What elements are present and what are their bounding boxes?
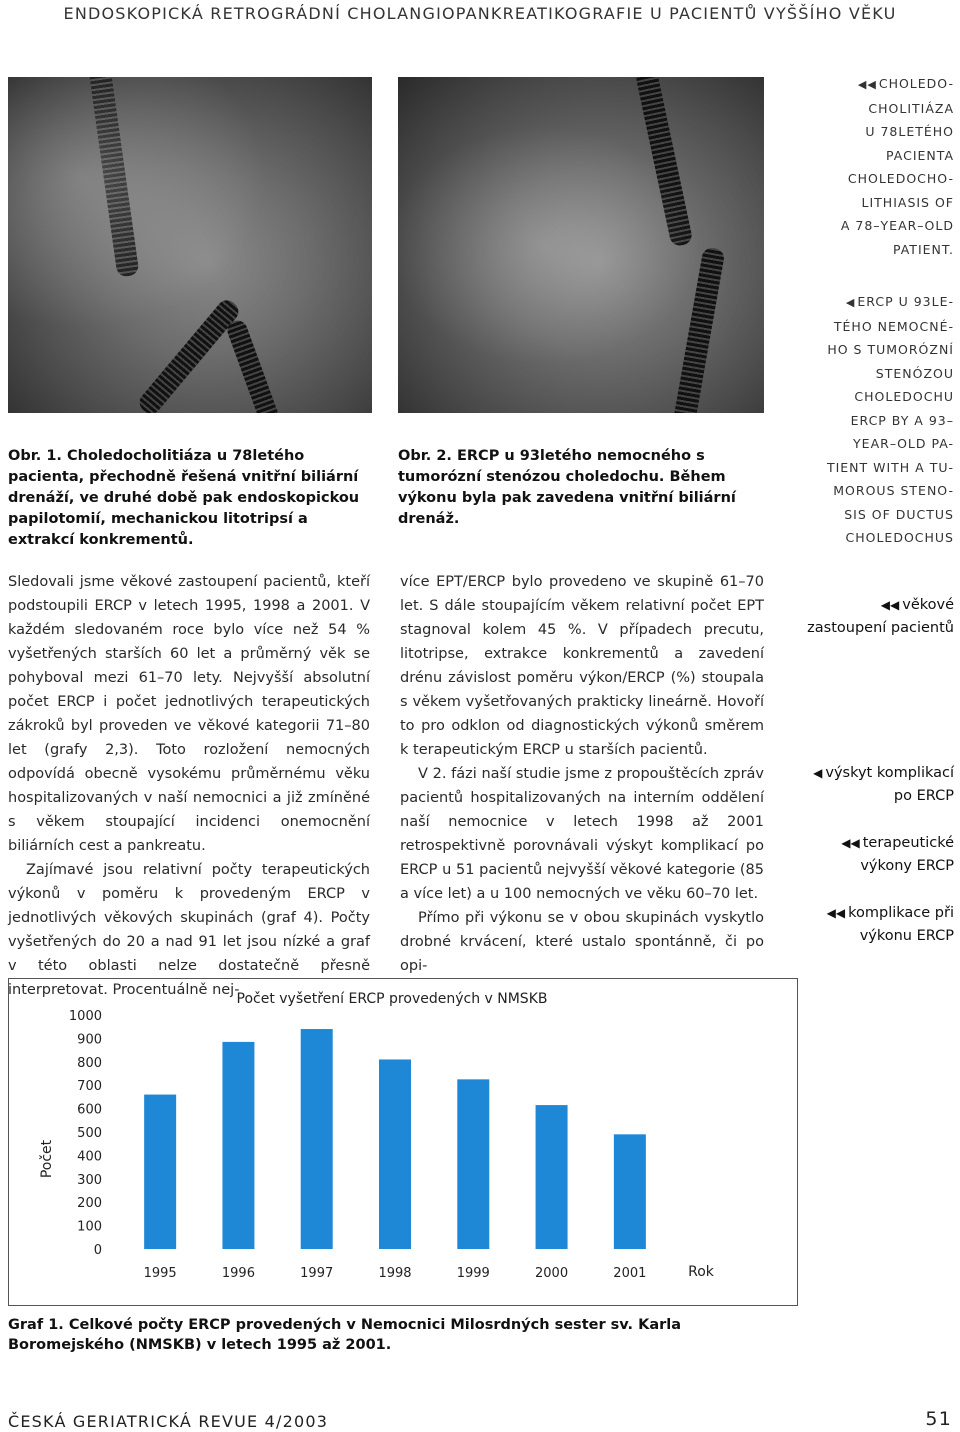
bar-2000	[536, 1105, 568, 1249]
keyword-3: ◀◀ terapeutické výkony ERCP	[841, 835, 954, 874]
figure1-caption: Obr. 1. Choledocholitiáza u 78letého pacienta, přechodně řešená vnitřní biliární drenáží, ve druhé době pak endoskopickou papilotomií, mechanickou litotripsí a extrakcí konkrementů.	[8, 448, 360, 548]
y-tick-label: 200	[77, 1196, 102, 1212]
running-header: ENDOSKOPICKÁ RETROGRÁDNÍ CHOLANGIOPANKREATIKOGRAFIE U PACIENTŮ VYŠŠÍHO VĚKU	[63, 4, 897, 23]
x-tick-label: 1996	[221, 1266, 255, 1281]
footer-page-number: 51	[925, 1408, 952, 1430]
y-tick-label: 300	[77, 1172, 102, 1188]
double-arrow-left-icon: ◀◀	[841, 836, 860, 850]
x-axis-label: Rok	[688, 1264, 714, 1280]
keyword-4: ◀◀ komplikace při výkonu ERCP	[826, 905, 954, 944]
paragraph: Přímo při výkonu se v obou skupinách vyskytlo drobné krvácení, které ustalo spontánně, či po opi-	[400, 910, 764, 974]
paragraph: V 2. fázi naší studie jsme z propouštěcích zpráv pacientů hospitalizovaných na interním oddělení naší nemocnice v letech 1998 až 2001 retrospektivně porovnávali výskyt komplikací po ERCP u 51 pacientů nejvyšší věkové kategorie (85 a více let) a u 100 nemocných ve věku 60–70 let.	[400, 766, 764, 902]
keyword-1: ◀◀ věkové zastoupení pacientů	[807, 597, 954, 636]
bar-1998	[379, 1059, 411, 1249]
double-arrow-left-icon: ◀◀	[880, 598, 900, 612]
chart-title: Počet vyšetření ERCP provedených v NMSKB	[236, 991, 548, 1007]
y-tick-label: 0	[93, 1243, 102, 1258]
y-tick-label: 1000	[68, 1009, 102, 1024]
x-tick-label: 1998	[378, 1266, 412, 1281]
y-tick-label: 400	[77, 1149, 102, 1165]
bar-1999	[457, 1079, 489, 1249]
side-note-2: ◀ ERCP U 93LE- TÉHO NEMOCNÉ- HO S TUMORÓZNÍ STENÓZOU CHOLEDOCHU ERCP BY A 93– YEAR–OLD PA- TIENT WITH A TU- MOROUS STENO- SIS OF DUCTUS CHOLEDOCHUS	[826, 294, 954, 545]
figure2-caption: Obr. 2. ERCP u 93letého nemocného s tumorózní stenózou choledochu. Během výkonu byla pak zavedena vnitřní biliární drenáž.	[398, 448, 736, 527]
arrow-left-icon: ◀	[845, 296, 856, 309]
bar-1997	[301, 1029, 333, 1249]
chart-frame	[8, 978, 798, 1306]
bar-1995	[144, 1095, 176, 1249]
x-tick-label: 1999	[456, 1266, 490, 1281]
xray-image-1	[8, 77, 372, 413]
y-tick-label: 700	[77, 1079, 102, 1095]
double-arrow-left-icon: ◀◀	[826, 906, 846, 920]
bar-2001	[614, 1134, 646, 1249]
footer-journal: ČESKÁ GERIATRICKÁ REVUE 4/2003	[8, 1412, 329, 1431]
y-axis-label: Počet	[39, 1139, 55, 1179]
y-tick-label: 500	[77, 1126, 102, 1141]
x-tick-label: 1995	[143, 1266, 177, 1281]
bar-chart	[9, 979, 796, 1304]
xray-image-2	[398, 77, 764, 413]
keyword-2: ◀ výskyt komplikací po ERCP	[813, 765, 954, 804]
paragraph: Zajímavé jsou relativní počty terapeutických výkonů v poměru k provedeným ERCP v jednotlivých věkových skupinách (graf 4). Počty vyšetřených do 20 a nad 91 let jsou nízké a graf v této oblasti nelze dostatečně přesně interpretovat. Procentuálně nej-	[8, 862, 370, 998]
paragraph: Sledovali jsme věkové zastoupení pacientů, kteří podstoupili ERCP v letech 1995, 1998 a 2001. V každém sledovaném roce bylo více než 54 % vyšetřených starších 60 let a průměrný věk se pohyboval mezi 61–70 lety. Nejvyšší absolutní počet ERCP i počet jednotlivých terapeutických zákroků byl proveden ve věkové kategorii 71–80 let (grafy 2,3). Toto rozložení nemocných odpovídá obecně vysokému průměrnému věku hospitalizovaných v naší nemocnici a již zmíněné s věkem stoupající incidenci onemocnění biliárních cest a pankreatu.	[8, 574, 370, 854]
y-tick-label: 100	[77, 1219, 102, 1235]
arrow-left-icon: ◀	[813, 766, 823, 780]
x-tick-label: 2001	[613, 1266, 647, 1281]
body-column-right	[400, 570, 764, 978]
chart-caption: Graf 1. Celkové počty ERCP provedených v Nemocnici Milosrdných sester sv. Karla Boromejského (NMSKB) v letech 1995 až 2001.	[8, 1317, 682, 1353]
paragraph: více EPT/ERCP bylo provedeno ve skupině 61–70 let. S dále stoupajícím věkem relativní počet EPT stagnoval kolem 45 %. V případech precutu, litotripse, extrakce konkrementů a zavedení drénu závislost poměru výkon/ERCP (%) stoupala s věkem vyšetřovaných prakticky lineárně. Hovoří to pro odklon od diagnostických výkonů směrem k terapeutickým ERCP u starších pacientů.	[400, 574, 764, 758]
x-tick-label: 1997	[300, 1266, 334, 1281]
side-note-1: ◀◀ CHOLEDO- CHOLITIÁZA U 78LETÉHO PACIENTA CHOLEDOCHO- LITHIASIS OF A 78–YEAR–OLD PATIENT.	[840, 76, 954, 257]
y-tick-label: 800	[77, 1055, 102, 1071]
y-tick-label: 900	[77, 1032, 102, 1048]
body-column-left	[8, 570, 370, 1002]
double-arrow-left-icon: ◀◀	[857, 78, 877, 91]
bar-1996	[222, 1042, 254, 1249]
x-tick-label: 2000	[535, 1266, 569, 1281]
y-tick-label: 600	[77, 1102, 102, 1118]
